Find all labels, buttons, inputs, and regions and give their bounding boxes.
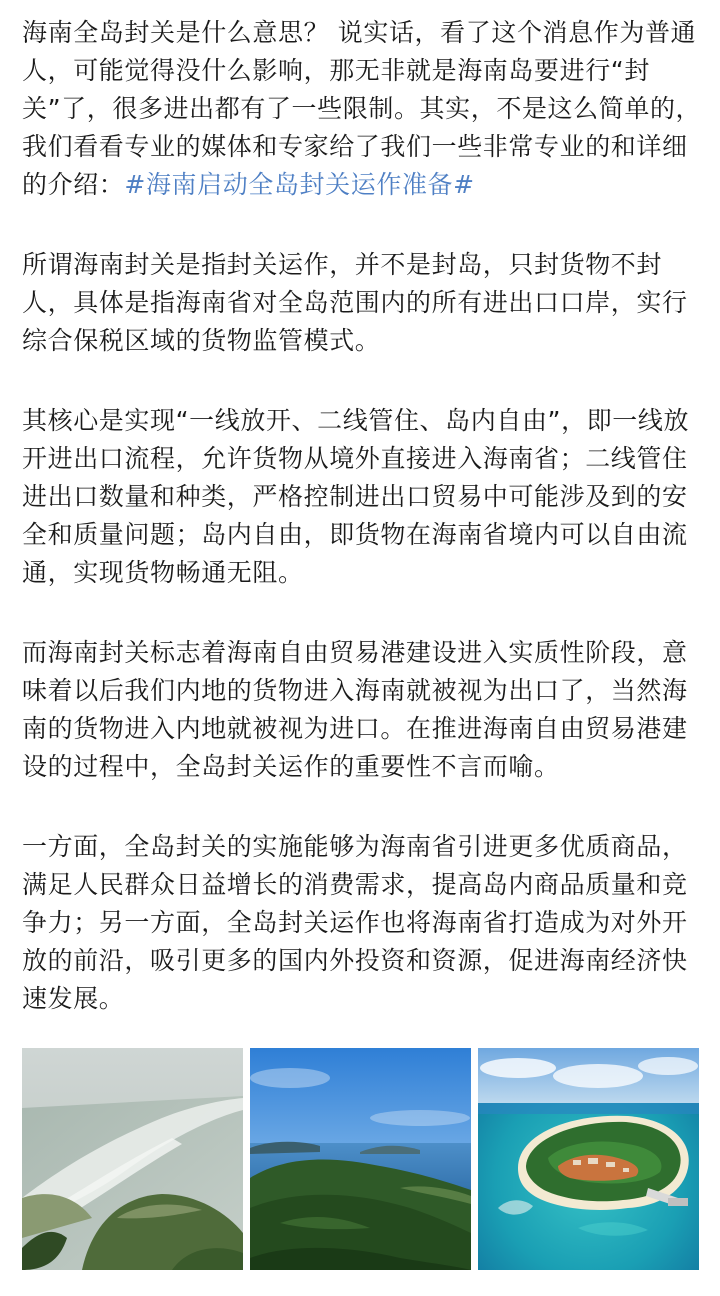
- paragraph-intro-text: 海南全岛封关是什么意思？ 说实话，看了这个消息作为普通人，可能觉得没什么影响，那无非就是海南岛要进行“封关”了，很多进出都有了一些限制。其实，不是这么简单的，我们看看专业的媒体和专家给了我们一些非常专业的和详细的介绍：: [22, 18, 702, 199]
- bay-photo-image: [250, 1048, 471, 1270]
- topic-hashtag-link[interactable]: #海南启动全岛封关运作准备#: [124, 170, 475, 199]
- island-photo-image: [478, 1048, 699, 1270]
- paragraph-intro: [22, 14, 702, 204]
- paragraph-definition: 所谓海南封关是指封关运作，并不是封岛，只封货物不封人，具体是指海南省对全岛范围内的所有进出口口岸，实行综合保税区域的货物监管模式。: [22, 250, 688, 355]
- paragraph-benefits: 一方面，全岛封关的实施能够为海南省引进更多优质商品，满足人民群众日益增长的消费需求，提高岛内商品质量和竞争力；另一方面，全岛封关运作也将海南省打造成为对外开放的前沿，吸引更多的国内外投资和资源，促进海南经济快速发展。: [22, 832, 688, 1013]
- gallery-photo-bay[interactable]: [250, 1048, 471, 1270]
- paragraph-significance: 而海南封关标志着海南自由贸易港建设进入实质性阶段，意味着以后我们内地的货物进入海南就被视为出口了，当然海南的货物进入内地就被视为进口。在推进海南自由贸易港建设的过程中，全岛封关运作的重要性不言而喻。: [22, 638, 688, 781]
- article-body: [22, 14, 702, 1018]
- coastline-photo-image: [22, 1048, 243, 1270]
- paragraph-core: 其核心是实现“一线放开、二线管住、岛内自由”，即一线放开进出口流程，允许货物从境外直接进入海南省；二线管住进出口数量和种类，严格控制进出口贸易中可能涉及到的安全和质量问题；岛内自由，即货物在海南省境内可以自由流通，实现货物畅通无阻。: [22, 406, 690, 587]
- gallery-photo-coastline[interactable]: [22, 1048, 243, 1270]
- gallery-photo-island[interactable]: [478, 1048, 699, 1270]
- image-gallery: [22, 1048, 698, 1270]
